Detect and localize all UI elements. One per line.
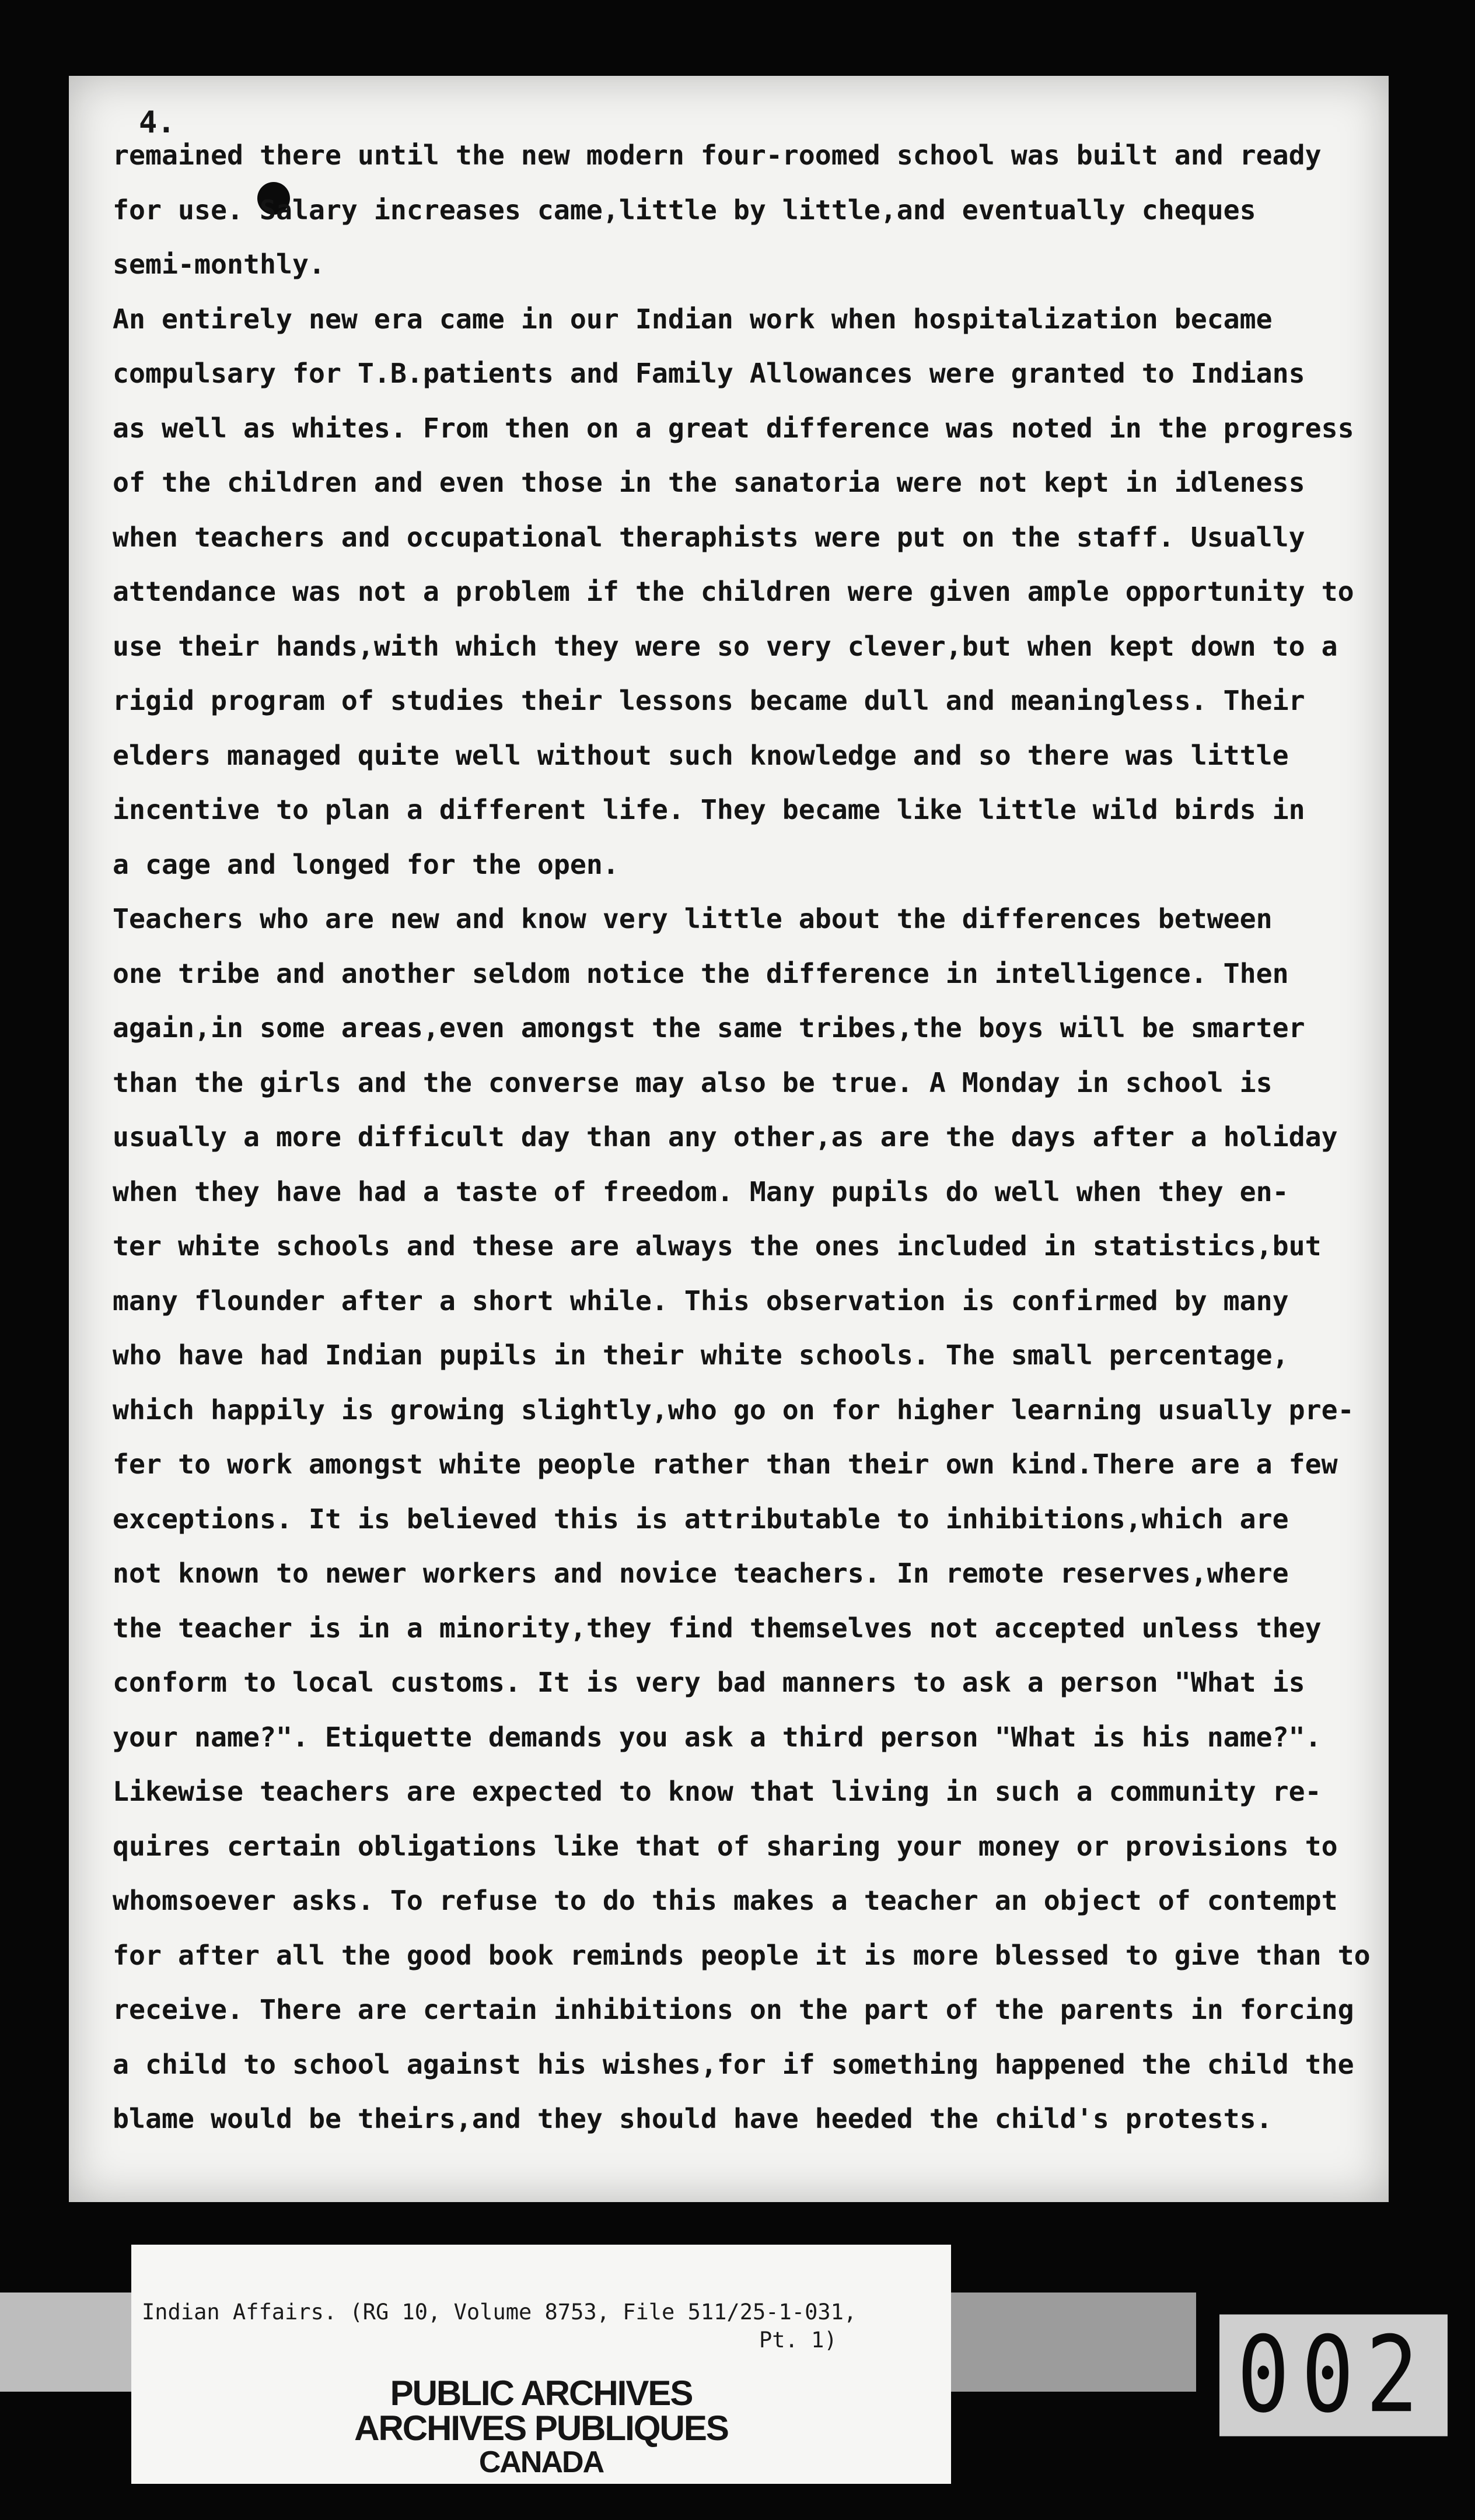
text-line: attendance was not a problem if the children were given ample opportunity to bbox=[113, 576, 1354, 607]
text-line: of the children and even those in the sanatoria were not kept in idleness bbox=[113, 467, 1305, 498]
text-line: a cage and longed for the open. bbox=[113, 848, 619, 880]
text-line: again,in some areas,even amongst the same tribes,the boys will be smarter bbox=[113, 1012, 1305, 1044]
text-line: when they have had a taste of freedom. Many pupils do well when they en- bbox=[113, 1175, 1289, 1208]
text-line: use their hands,with which they were so very clever,but when kept down to a bbox=[113, 630, 1338, 662]
archive-name-french: ARCHIVES PUBLIQUES bbox=[354, 2409, 728, 2448]
text-line: which happily is growing slightly,who go on for higher learning usually pre- bbox=[113, 1394, 1354, 1426]
text-line: than the girls and the converse may also be true. A Monday in school is bbox=[113, 1066, 1273, 1098]
text-line: one tribe and another seldom notice the difference in intelligence. Then bbox=[113, 957, 1289, 989]
text-line: many flounder after a short while. This observation is confirmed by many bbox=[113, 1284, 1289, 1317]
text-line: receive. There are certain inhibitions on the part of the parents in forcing bbox=[113, 1994, 1354, 2025]
film-strip-right bbox=[951, 2292, 1196, 2392]
text-line: incentive to plan a different life. They became like little wild birds in bbox=[113, 794, 1305, 825]
text-line: remained there until the new modern four-roomed school was built and ready bbox=[113, 139, 1322, 171]
text-line: Likewise teachers are expected to know that living in such a community re- bbox=[113, 1776, 1322, 1807]
citation-line: Indian Affairs. (RG 10, Volume 8753, File 511/25-1-031, bbox=[142, 2300, 857, 2325]
text-line: as well as whites. From then on a great difference was noted in the progress bbox=[113, 412, 1354, 444]
text-line: semi-monthly. bbox=[113, 249, 325, 280]
text-line: for after all the good book reminds people it is more blessed to give than to bbox=[113, 1939, 1371, 1971]
typed-page bbox=[69, 76, 1389, 2202]
text-line: ter white schools and these are always the ones included in statistics,but bbox=[113, 1230, 1322, 1262]
text-line: blame would be theirs,and they should have heeded the child's protests. bbox=[113, 2103, 1273, 2134]
archive-label bbox=[131, 2245, 951, 2484]
text-line: whomsoever asks. To refuse to do this makes a teacher an object of contempt bbox=[113, 1885, 1338, 1916]
text-line: rigid program of studies their lessons became dull and meaningless. Their bbox=[113, 685, 1305, 716]
text-line: your name?". Etiquette demands you ask a third person "What is his name?". bbox=[113, 1721, 1322, 1753]
text-line: not known to newer workers and novice teachers. In remote reserves,where bbox=[113, 1558, 1289, 1589]
film-strip-left bbox=[0, 2292, 131, 2392]
text-line: quires certain obligations like that of sharing your money or provisions to bbox=[113, 1830, 1338, 1862]
text-line: elders managed quite well without such knowledge and so there was little bbox=[113, 739, 1289, 771]
text-line: usually a more difficult day than any other,as are the days after a holiday bbox=[113, 1121, 1338, 1153]
body-text bbox=[113, 128, 1371, 2147]
text-line: exceptions. It is believed this is attributable to inhibitions,which are bbox=[113, 1503, 1289, 1535]
archive-name-english: PUBLIC ARCHIVES bbox=[390, 2374, 693, 2413]
text-line: a child to school against his wishes,for if something happened the child the bbox=[113, 2048, 1354, 2080]
text-line: the teacher is in a minority,they find themselves not accepted unless they bbox=[113, 1612, 1322, 1644]
text-line: fer to work amongst white people rather than their own kind.There are a few bbox=[113, 1448, 1338, 1480]
source-citation bbox=[142, 2298, 857, 2354]
text-line: for use. Salary increases came,little by little,and eventually cheques bbox=[113, 194, 1256, 226]
text-line: An entirely new era came in our Indian work when hospitalization became bbox=[113, 303, 1273, 335]
frame-number: 002 bbox=[1219, 2315, 1448, 2437]
text-line: who have had Indian pupils in their white schools. The small percentage, bbox=[113, 1339, 1289, 1371]
text-line: conform to local customs. It is very bad manners to ask a person "What is bbox=[113, 1667, 1305, 1698]
text-line: Teachers who are new and know very little about the differences between bbox=[113, 903, 1273, 935]
text-line: when teachers and occupational theraphists were put on the staff. Usually bbox=[113, 521, 1305, 553]
citation-line: Pt. 1) bbox=[759, 2328, 837, 2353]
page-number: 4. bbox=[139, 105, 176, 140]
archive-country: CANADA bbox=[478, 2445, 604, 2479]
text-line: compulsary for T.B.patients and Family Allowances were granted to Indians bbox=[113, 358, 1305, 389]
